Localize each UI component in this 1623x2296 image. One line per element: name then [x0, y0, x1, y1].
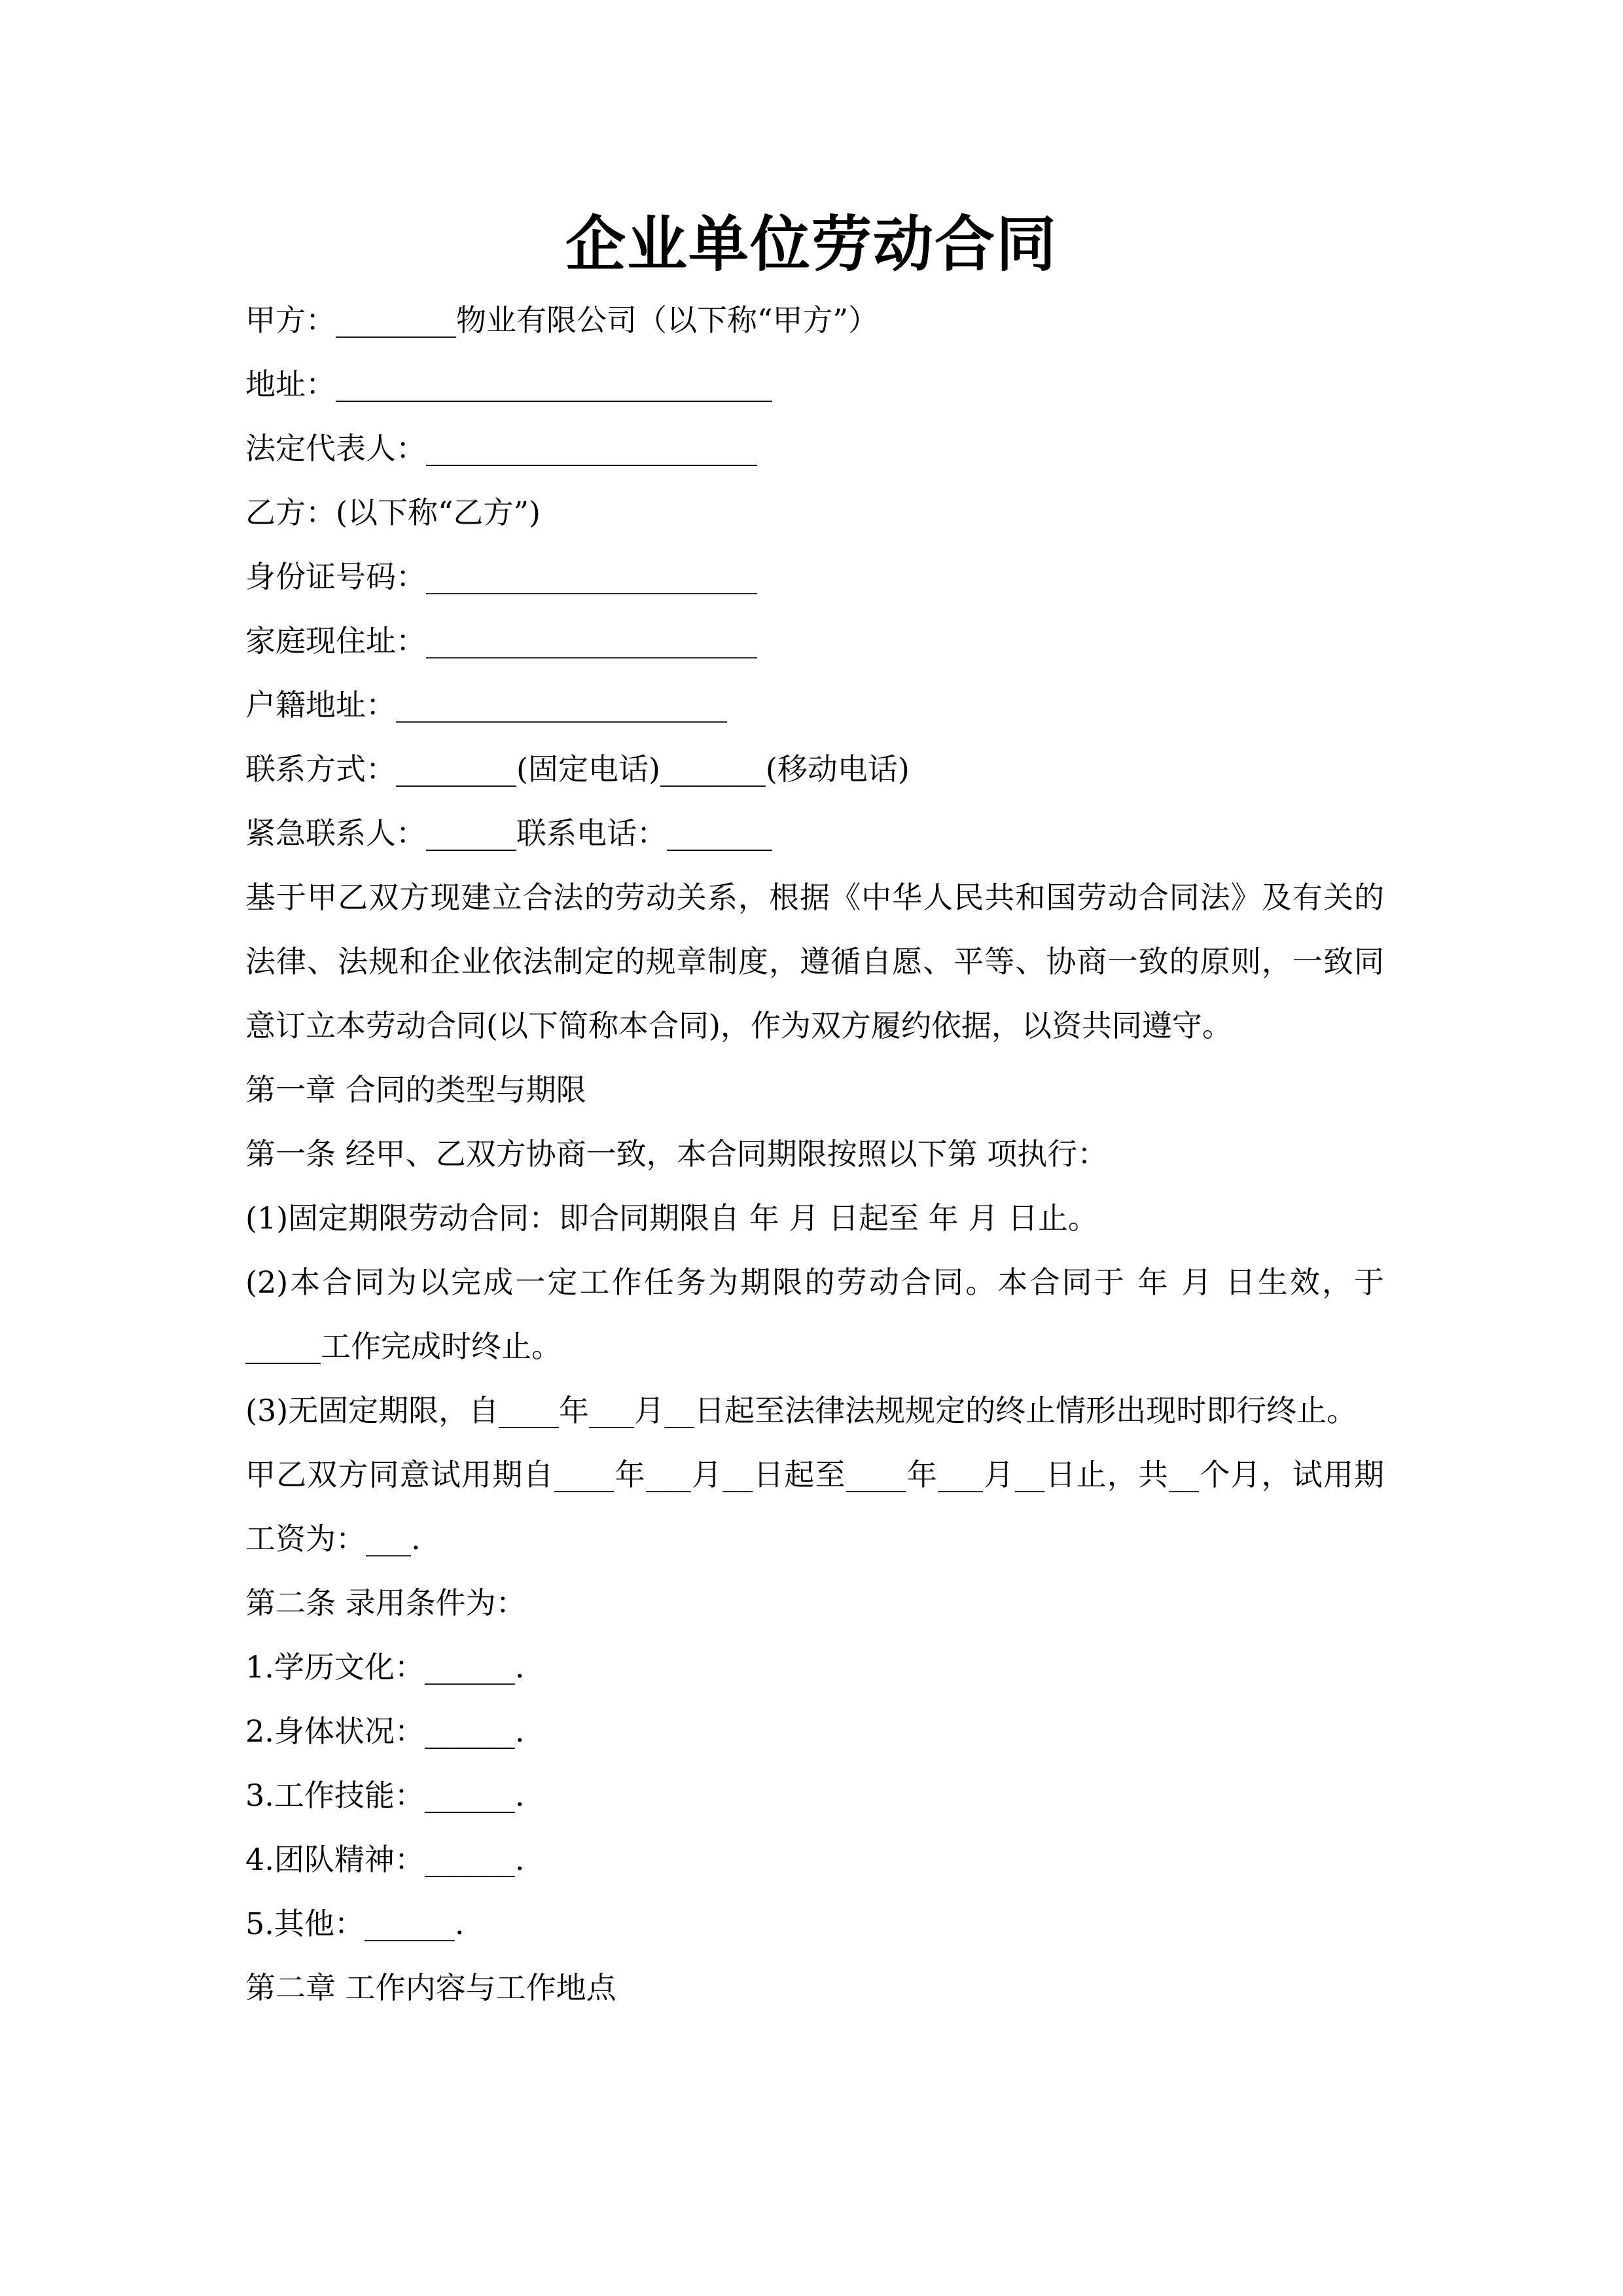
term-option-1: (1)固定期限劳动合同：即合同期限自 年 月 日起至 年 月 日止。 [245, 1200, 1098, 1236]
id-number-line: 身份证号码：______________________ [245, 559, 757, 594]
emergency-contact-line: 紧急联系人：______联系电话：_______ [245, 816, 772, 851]
home-address-line: 家庭现住址：______________________ [245, 623, 757, 658]
term-option-2: (2)本合同为以完成一定工作任务为期限的劳动合同。本合同于 年 月 日生效，于_____工作完成时终止。 [245, 1265, 1384, 1364]
address-line: 地址：_____________________________ [245, 367, 772, 402]
legal-representative-line: 法定代表人：______________________ [245, 431, 757, 466]
probation-paragraph: 甲乙双方同意试用期自____年___月__日起至____年___月__日止，共__个月，试用期工资为：___. [245, 1457, 1384, 1556]
article-2: 第二条 录用条件为： [245, 1585, 526, 1621]
condition-education: 1.学历文化：______. [245, 1649, 525, 1685]
document-body [245, 288, 1384, 2020]
party-b-line: 乙方：(以下称“乙方”) [245, 495, 541, 530]
household-address-line: 户籍地址：______________________ [245, 687, 727, 723]
document-title: 企业单位劳动合同 [565, 209, 1058, 279]
condition-health: 2.身体状况：______. [245, 1713, 525, 1749]
chapter-2-heading: 第二章 工作内容与工作地点 [245, 1970, 616, 2005]
article-1: 第一条 经甲、乙双方协商一致，本合同期限按照以下第 项执行： [245, 1136, 1108, 1172]
preamble-paragraph: 基于甲乙双方现建立合法的劳动关系，根据《中华人民共和国劳动合同法》及有关的法律、法规和企业依法制定的规章制度，遵循自愿、平等、协商一致的原则，一致同意订立本劳动合同(以下简称本合同)，作为双方履约依据，以资共同遵守。 [245, 880, 1384, 1043]
condition-teamwork: 4.团队精神：______. [245, 1842, 525, 1877]
party-a-line: 甲方：________物业有限公司（以下称“甲方”） [245, 302, 879, 338]
term-option-3: (3)无固定期限，自____年___月__日起至法律法规规定的终止情形出现时即行终止。 [245, 1393, 1357, 1428]
condition-skills: 3.工作技能：______. [245, 1778, 525, 1813]
chapter-1-heading: 第一章 合同的类型与期限 [245, 1072, 586, 1107]
condition-other: 5.其他：______. [245, 1906, 465, 1941]
contact-line: 联系方式：________(固定电话)_______(移动电话) [245, 751, 910, 787]
